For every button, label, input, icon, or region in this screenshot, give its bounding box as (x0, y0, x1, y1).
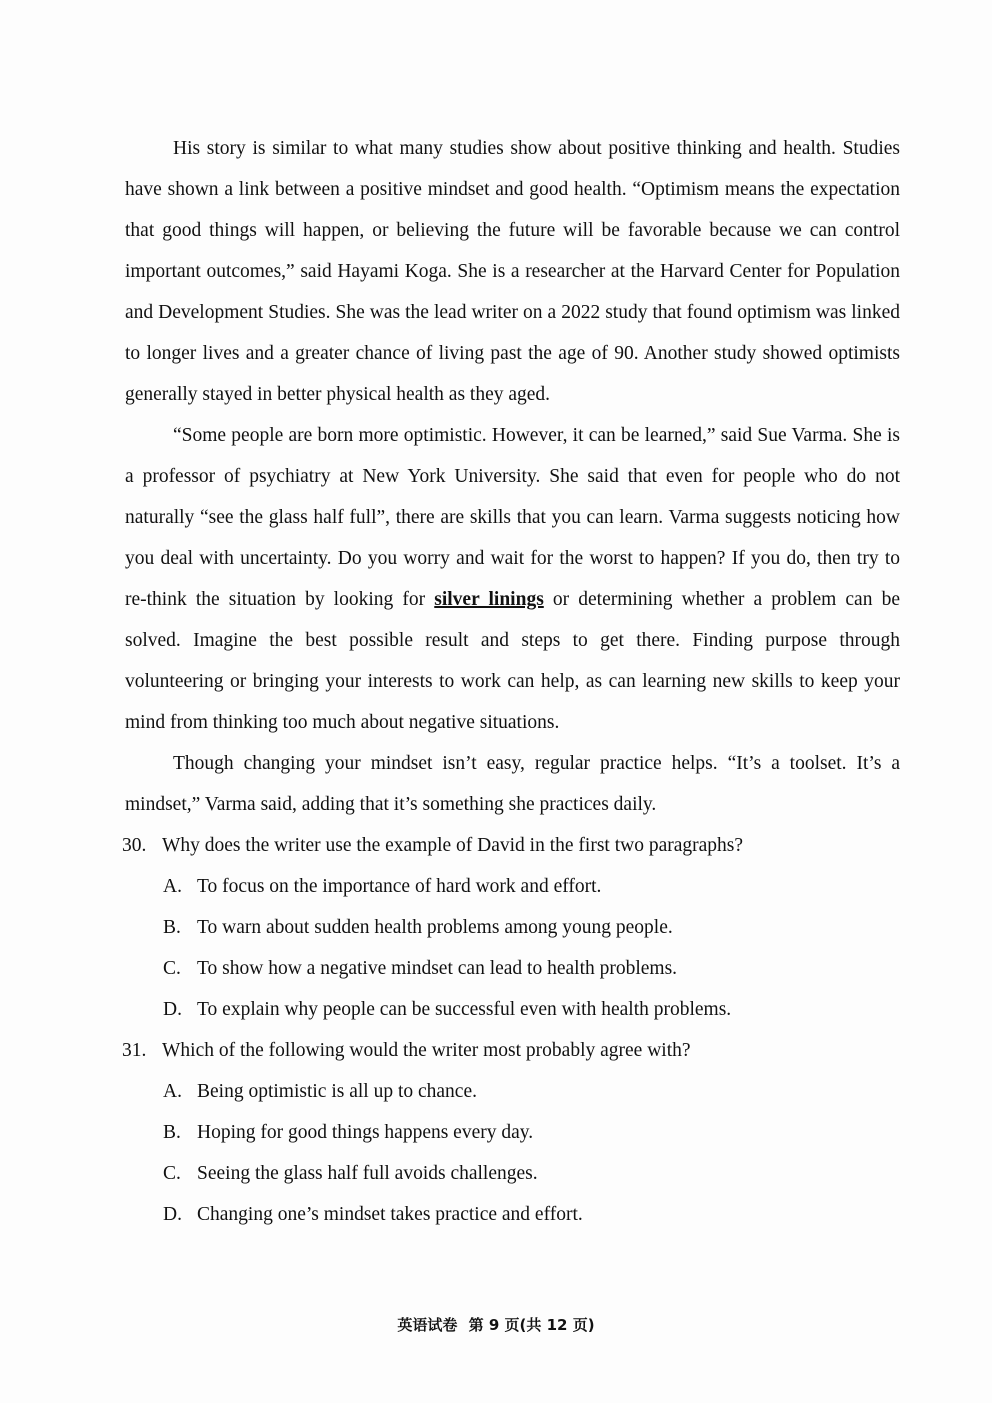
option-text: Seeing the glass half full avoids challenges. (197, 1163, 538, 1184)
option-letter: C. (163, 1163, 181, 1184)
option-text: To focus on the importance of hard work and effort. (197, 876, 602, 897)
option-text: Being optimistic is all up to chance. (197, 1081, 477, 1102)
paragraph-3: Though changing your mindset isn’t easy, regular practice helps. “It’s a toolset. It’s a mindset,” Varma said, adding that it’s something she practices daily. (125, 753, 900, 815)
paragraph-2 (125, 415, 900, 743)
footer-page-number: 第 9 页(共 12 页) (468, 1316, 595, 1334)
question-number: 30. (122, 835, 147, 856)
option-letter: A. (163, 876, 182, 897)
question-31 (122, 1030, 900, 1235)
option-text: To show how a negative mindset can lead to health problems. (197, 958, 678, 979)
option-letter: A. (163, 1081, 182, 1102)
option-c[interactable] (163, 948, 900, 989)
option-letter: C. (163, 958, 181, 979)
passage-content (122, 128, 900, 1235)
page-footer (0, 1314, 992, 1335)
question-text: Why does the writer use the example of David in the first two paragraphs? (162, 835, 744, 856)
option-d[interactable] (163, 1194, 900, 1235)
option-letter: B. (163, 917, 181, 938)
option-text: Changing one’s mindset takes practice and effort. (197, 1204, 583, 1225)
question-number: 31. (122, 1040, 147, 1061)
question-text: Which of the following would the writer most probably agree with? (162, 1040, 691, 1061)
footer-subject: 英语试卷 (397, 1316, 458, 1334)
option-a[interactable] (163, 866, 900, 907)
option-text: To explain why people can be successful even with health problems. (197, 999, 732, 1020)
option-a[interactable] (163, 1071, 900, 1112)
option-d[interactable] (163, 989, 900, 1030)
option-b[interactable] (163, 907, 900, 948)
question-stem (122, 825, 900, 866)
option-letter: D. (163, 1204, 182, 1225)
option-letter: B. (163, 1122, 181, 1143)
option-text: Hoping for good things happens every day. (197, 1122, 534, 1143)
paragraph-2-end: or determining whether a problem can be solved. Imagine the best possible result and steps to get there. Finding purpose through volunteering or bringing your interests to work can help, as can learning new skills to keep your mind from thinking too much about negative situations. (125, 589, 900, 733)
option-c[interactable] (163, 1153, 900, 1194)
option-letter: D. (163, 999, 182, 1020)
option-b[interactable] (163, 1112, 900, 1153)
option-text: To warn about sudden health problems among young people. (197, 917, 673, 938)
paragraph-2-start: “Some people are born more optimistic. However, it can be learned,” said Sue Varma. She is a professor of psychiatry at New York University. She said that even for people who do not naturally “see the glass half full”, there are skills that you can learn. Varma suggests noticing how you deal with uncertainty. Do you worry and wait for the worst to happen? If you do, then try to re-think the situation by looking for (125, 425, 900, 610)
question-stem (122, 1030, 900, 1071)
paragraph-1: His story is similar to what many studies show about positive thinking and health. Studies have shown a link between a positive mindset and good health. “Optimism means the expectation that good things will happen, or believing the future will be favorable because we can control important outcomes,” said Hayami Koga. She is a researcher at the Harvard Center for Population and Development Studies. She was the lead writer on a 2022 study that found optimism was linked to longer lives and a greater chance of living past the age of 90. Another study showed optimists generally stayed in better physical health as they aged. (125, 138, 900, 405)
question-30 (122, 825, 900, 1030)
underlined-phrase: silver linings (434, 589, 544, 610)
